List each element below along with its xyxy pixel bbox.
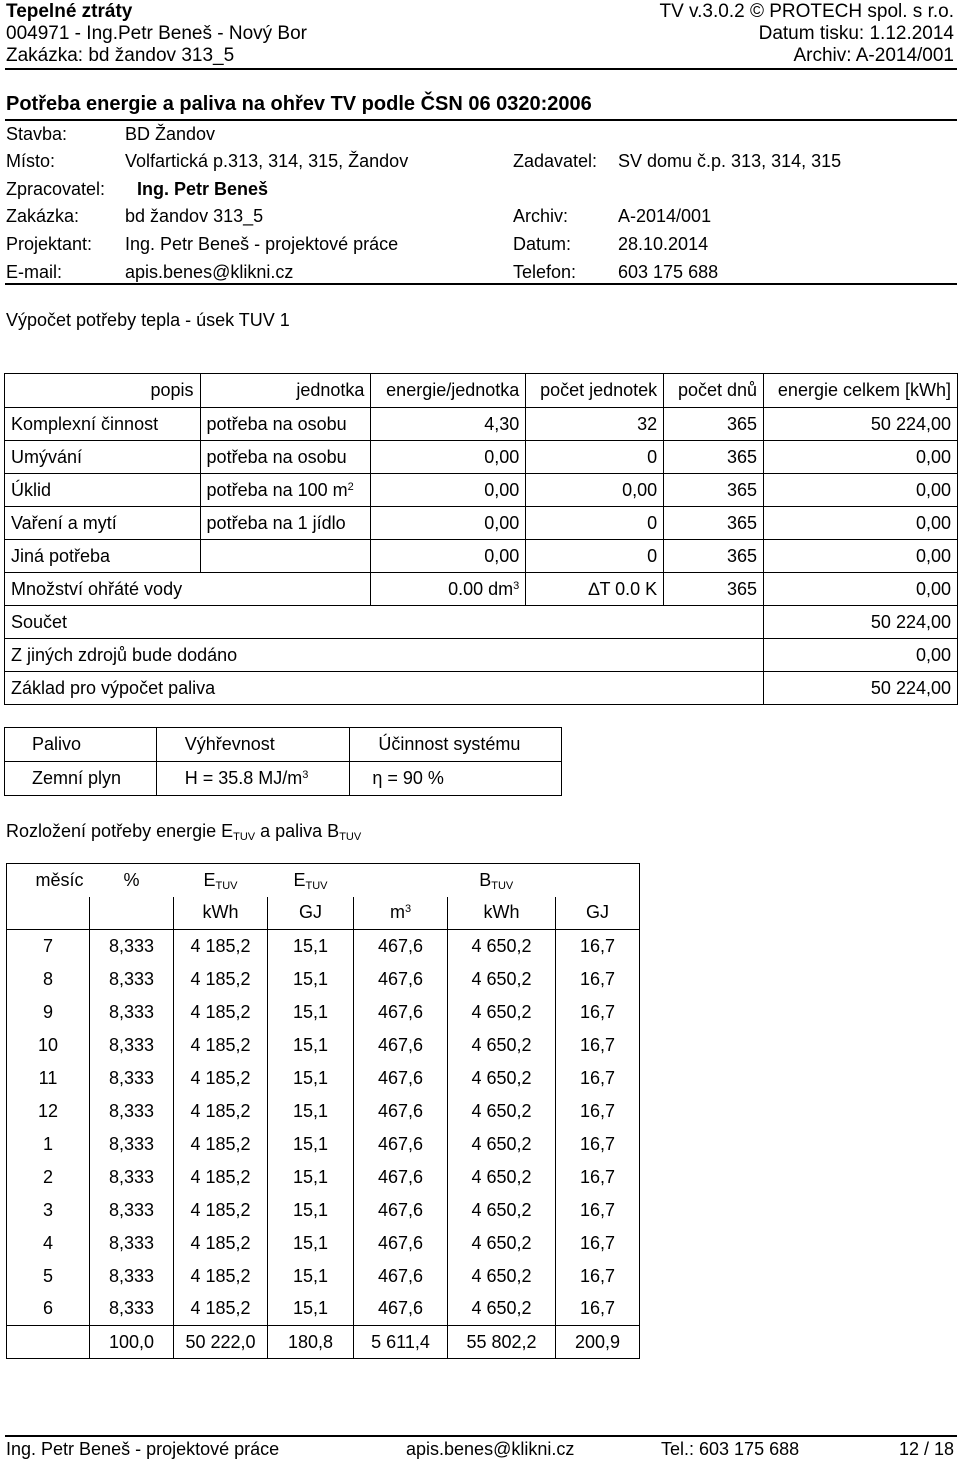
table-row (5, 474, 958, 507)
col-header: popis (5, 374, 201, 408)
e-gj-cell: 15,1 (268, 1095, 354, 1128)
table-row (5, 408, 958, 441)
row-energie-jednotka: 0,00 (371, 507, 526, 540)
fuel-header-row (5, 728, 562, 762)
jine-zdroje-label: Z jiných zdrojů bude dodáno (5, 639, 764, 672)
month-cell: 1 (7, 1128, 90, 1161)
misto-value: Volfartická p.313, 314, 315, Žandov (125, 151, 409, 171)
month-cell: 2 (7, 1161, 90, 1194)
fuel-col-header: Výhřevnost (156, 728, 350, 762)
percent-cell: 8,333 (90, 1029, 174, 1062)
month-col-header: měsíc (7, 864, 90, 897)
b-gj-cell: 16,7 (556, 1227, 640, 1260)
b-m3-cell: 467,6 (354, 1293, 448, 1326)
b-gj-cell: 16,7 (556, 996, 640, 1029)
e-gj-cell: 15,1 (268, 1128, 354, 1161)
table-row (7, 963, 640, 996)
table-row (5, 507, 958, 540)
b-m3-cell: 467,6 (354, 1062, 448, 1095)
e-kwh-cell: 4 185,2 (174, 963, 268, 996)
e-gj-cell: 15,1 (268, 1062, 354, 1095)
percent-cell: 8,333 (90, 1062, 174, 1095)
b-m3-cell: 467,6 (354, 1128, 448, 1161)
energy-table (4, 373, 958, 705)
row-popis: Úklid (5, 474, 201, 507)
fuel-name: Zemní plyn (5, 762, 157, 796)
archiv-label: Archiv: (513, 206, 569, 226)
soucet-label: Součet (5, 606, 764, 639)
row-energie-celkem: 0,00 (764, 441, 958, 474)
water-volume-text: 0.00 dm (448, 578, 514, 599)
percent-col-header: % (90, 864, 174, 897)
unit-superscript: 3 (404, 903, 412, 916)
telefon-value: 603 175 688 (618, 262, 719, 282)
empty-cell (90, 897, 174, 930)
water-pocet-dnu: 365 (664, 573, 764, 606)
stavba-value: BD Žandov (125, 124, 216, 144)
section-title-tuv: Výpočet potřeby tepla - úsek TUV 1 (6, 310, 290, 330)
doc-title: Potřeba energie a paliva na ohřev TV podle ČSN 06 0320:2006 (6, 93, 592, 115)
row-pocet-dnu: 365 (664, 441, 764, 474)
b-kwh-cell: 4 650,2 (448, 1095, 556, 1128)
e-gj-col-header (268, 864, 354, 897)
row-energie-jednotka: 0,00 (371, 540, 526, 573)
row-energie-celkem: 0,00 (764, 540, 958, 573)
percent-cell: 8,333 (90, 930, 174, 963)
e-kwh-cell: 4 185,2 (174, 1095, 268, 1128)
table-row (5, 441, 958, 474)
table-row-zaklad (5, 672, 958, 705)
b-kwh-cell: 4 650,2 (448, 1260, 556, 1293)
telefon-label: Telefon: (513, 262, 577, 282)
row-pocet-jednotek: 0 (526, 441, 664, 474)
zadavatel-label: Zadavatel: (513, 151, 598, 171)
b-m3-cell: 467,6 (354, 1227, 448, 1260)
row-popis: Vaření a mytí (5, 507, 201, 540)
row-pocet-jednotek: 32 (526, 408, 664, 441)
total-row (7, 1326, 640, 1359)
footer-page-number: 12 / 18 (898, 1439, 954, 1459)
b-m3-cell: 467,6 (354, 1194, 448, 1227)
e-kwh-cell: 4 185,2 (174, 930, 268, 963)
total-b-gj: 200,9 (556, 1326, 640, 1359)
col-header: počet dnů (664, 374, 764, 408)
row-energie-jednotka: 4,30 (371, 408, 526, 441)
section-title-distribution (6, 820, 361, 842)
month-cell: 4 (7, 1227, 90, 1260)
percent-cell: 8,333 (90, 1194, 174, 1227)
subscript: TUV (233, 831, 256, 843)
row-jednotka-text: potřeba na 100 m (206, 479, 348, 500)
table-row (7, 1260, 640, 1293)
b-gj-cell: 16,7 (556, 1095, 640, 1128)
footer-email: apis.benes@klikni.cz (406, 1439, 575, 1459)
b-header-text: B (479, 869, 492, 890)
zakazka-label: Zakázka: (6, 206, 80, 226)
e-gj-cell: 15,1 (268, 930, 354, 963)
license-label: 004971 - Ing.Petr Beneš - Nový Bor (6, 23, 307, 44)
e-kwh-cell: 4 185,2 (174, 1128, 268, 1161)
row-energie-celkem: 50 224,00 (764, 408, 958, 441)
b-gj-cell: 16,7 (556, 1128, 640, 1161)
email-value: apis.benes@klikni.cz (125, 262, 294, 282)
b-m3-cell: 467,6 (354, 1161, 448, 1194)
table-row (7, 1161, 640, 1194)
row-energie-celkem: 0,00 (764, 474, 958, 507)
percent-cell: 8,333 (90, 1095, 174, 1128)
fuel-row (5, 762, 562, 796)
b-kwh-cell: 4 650,2 (448, 963, 556, 996)
zadavatel-value: SV domu č.p. 313, 314, 315 (618, 151, 842, 171)
row-energie-jednotka: 0,00 (371, 474, 526, 507)
row-jednotka: potřeba na 1 jídlo (200, 507, 371, 540)
e-header-text: E (293, 869, 306, 890)
b-kwh-cell: 4 650,2 (448, 1029, 556, 1062)
unit-superscript: 3 (513, 579, 520, 592)
b-m3-cell: 467,6 (354, 930, 448, 963)
b-gj-cell: 16,7 (556, 1293, 640, 1326)
percent-cell: 8,333 (90, 1293, 174, 1326)
e-gj-cell: 15,1 (268, 1260, 354, 1293)
e-gj-cell: 15,1 (268, 996, 354, 1029)
row-pocet-dnu: 365 (664, 540, 764, 573)
b-gj-cell: 16,7 (556, 1260, 640, 1293)
percent-cell: 8,333 (90, 996, 174, 1029)
row-pocet-jednotek: 0 (526, 540, 664, 573)
unit-m-text: m (389, 902, 405, 923)
col-header: počet jednotek (526, 374, 664, 408)
row-jednotka (200, 474, 371, 507)
table-row (7, 1194, 640, 1227)
month-cell: 7 (7, 930, 90, 963)
month-cell: 8 (7, 963, 90, 996)
table-row (5, 540, 958, 573)
subscript: TUV (215, 879, 238, 892)
table-header-row (5, 374, 958, 408)
subscript: TUV (339, 831, 362, 843)
b-m3-cell: 467,6 (354, 1095, 448, 1128)
col-header: energie/jednotka (371, 374, 526, 408)
unit-superscript: 3 (302, 769, 309, 781)
empty-cell (7, 1326, 90, 1359)
e-gj-cell: 15,1 (268, 1029, 354, 1062)
unit-gj: GJ (556, 897, 640, 930)
archive-label: Archiv: A-2014/001 (793, 45, 954, 66)
print-date: Datum tisku: 1.12.2014 (758, 23, 954, 44)
monthly-header-row (7, 864, 640, 897)
month-cell: 9 (7, 996, 90, 1029)
fuel-col-header: Účinnost systému (350, 728, 562, 762)
percent-cell: 8,333 (90, 963, 174, 996)
table-row-jine-zdroje (5, 639, 958, 672)
projektant-value: Ing. Petr Beneš - projektové práce (125, 234, 399, 254)
b-kwh-cell: 4 650,2 (448, 1128, 556, 1161)
projektant-label: Projektant: (6, 234, 93, 254)
b-m3-cell: 467,6 (354, 1260, 448, 1293)
b-col-header (354, 864, 640, 897)
row-pocet-dnu: 365 (664, 408, 764, 441)
b-gj-cell: 16,7 (556, 963, 640, 996)
subscript: TUV (305, 879, 328, 892)
row-jednotka (200, 540, 371, 573)
fuel-efficiency: η = 90 % (350, 762, 562, 796)
row-jednotka: potřeba na osobu (200, 408, 371, 441)
table-row (7, 1029, 640, 1062)
b-kwh-cell: 4 650,2 (448, 1227, 556, 1260)
subscript: TUV (491, 879, 514, 892)
footer-phone: Tel.: 603 175 688 (661, 1439, 800, 1459)
b-gj-cell: 16,7 (556, 930, 640, 963)
row-energie-celkem: 0,00 (764, 507, 958, 540)
total-e-kwh: 50 222,0 (174, 1326, 268, 1359)
row-popis: Jiná potřeba (5, 540, 201, 573)
e-gj-cell: 15,1 (268, 963, 354, 996)
row-popis: Komplexní činnost (5, 408, 201, 441)
table-row-soucet (5, 606, 958, 639)
table-row (7, 1293, 640, 1326)
month-cell: 11 (7, 1062, 90, 1095)
datum-label: Datum: (513, 234, 572, 254)
total-percent: 100,0 (90, 1326, 174, 1359)
row-pocet-jednotek: 0 (526, 507, 664, 540)
zpracovatel-label: Zpracovatel: (6, 179, 106, 199)
month-cell: 6 (7, 1293, 90, 1326)
percent-cell: 8,333 (90, 1128, 174, 1161)
water-delta-t: ∆T 0.0 K (526, 573, 664, 606)
section2-mid-text: a paliva B (255, 821, 340, 841)
b-gj-cell: 16,7 (556, 1029, 640, 1062)
unit-gj: GJ (268, 897, 354, 930)
e-header-text: E (203, 869, 216, 890)
e-kwh-col-header (174, 864, 268, 897)
unit-superscript: 2 (347, 480, 354, 493)
empty-cell (7, 897, 90, 930)
month-cell: 3 (7, 1194, 90, 1227)
email-label: E-mail: (6, 262, 63, 282)
percent-cell: 8,333 (90, 1227, 174, 1260)
e-kwh-cell: 4 185,2 (174, 996, 268, 1029)
e-gj-cell: 15,1 (268, 1227, 354, 1260)
unit-m3 (354, 897, 448, 930)
water-popis: Množství ohřáté vody (5, 573, 371, 606)
water-energie: 0,00 (764, 573, 958, 606)
footer-author: Ing. Petr Beneš - projektové práce (6, 1439, 280, 1459)
col-header: jednotka (200, 374, 371, 408)
section2-title-text: Rozložení potřeby energie E (6, 821, 234, 841)
total-b-kwh: 55 802,2 (448, 1326, 556, 1359)
b-gj-cell: 16,7 (556, 1062, 640, 1095)
zaklad-value: 50 224,00 (764, 672, 958, 705)
b-m3-cell: 467,6 (354, 1029, 448, 1062)
table-row (7, 1095, 640, 1128)
stavba-label: Stavba: (6, 124, 68, 144)
month-cell: 5 (7, 1260, 90, 1293)
header-divider (5, 68, 957, 70)
zakazka-value: bd žandov 313_5 (125, 206, 264, 226)
table-row-water (5, 573, 958, 606)
b-m3-cell: 467,6 (354, 963, 448, 996)
app-title: Tepelné ztráty (6, 1, 133, 22)
zaklad-label: Základ pro výpočet paliva (5, 672, 764, 705)
b-gj-cell: 16,7 (556, 1161, 640, 1194)
total-e-gj: 180,8 (268, 1326, 354, 1359)
fuel-heating-value (156, 762, 350, 796)
zpracovatel-value: Ing. Petr Beneš (137, 179, 269, 199)
order-label: Zakázka: bd žandov 313_5 (6, 45, 235, 66)
unit-kwh: kWh (174, 897, 268, 930)
e-gj-cell: 15,1 (268, 1161, 354, 1194)
water-volume (371, 573, 526, 606)
info-divider (5, 283, 957, 285)
version-label: TV v.3.0.2 © PROTECH spol. s r.o. (659, 1, 954, 22)
b-kwh-cell: 4 650,2 (448, 996, 556, 1029)
e-gj-cell: 15,1 (268, 1194, 354, 1227)
table-row (7, 1062, 640, 1095)
archiv-value: A-2014/001 (618, 206, 712, 226)
title-divider (5, 119, 957, 121)
e-kwh-cell: 4 185,2 (174, 1293, 268, 1326)
month-cell: 10 (7, 1029, 90, 1062)
monthly-table (6, 863, 640, 1359)
percent-cell: 8,333 (90, 1260, 174, 1293)
percent-cell: 8,333 (90, 1161, 174, 1194)
b-m3-cell: 467,6 (354, 996, 448, 1029)
b-kwh-cell: 4 650,2 (448, 930, 556, 963)
b-kwh-cell: 4 650,2 (448, 1293, 556, 1326)
footer-divider (5, 1435, 957, 1437)
b-gj-cell: 16,7 (556, 1194, 640, 1227)
row-energie-jednotka: 0,00 (371, 441, 526, 474)
table-row (7, 1227, 640, 1260)
monthly-units-row (7, 897, 640, 930)
row-pocet-dnu: 365 (664, 507, 764, 540)
b-kwh-cell: 4 650,2 (448, 1194, 556, 1227)
e-kwh-cell: 4 185,2 (174, 1161, 268, 1194)
e-kwh-cell: 4 185,2 (174, 1194, 268, 1227)
fuel-col-header: Palivo (5, 728, 157, 762)
row-pocet-dnu: 365 (664, 474, 764, 507)
row-pocet-jednotek: 0,00 (526, 474, 664, 507)
row-jednotka: potřeba na osobu (200, 441, 371, 474)
fuel-heating-value-text: H = 35.8 MJ/m (184, 768, 303, 788)
table-row (7, 930, 640, 963)
e-kwh-cell: 4 185,2 (174, 1062, 268, 1095)
total-b-m3: 5 611,4 (354, 1326, 448, 1359)
jine-zdroje-value: 0,00 (764, 639, 958, 672)
monthly-body (7, 930, 640, 1359)
e-kwh-cell: 4 185,2 (174, 1029, 268, 1062)
b-kwh-cell: 4 650,2 (448, 1062, 556, 1095)
b-kwh-cell: 4 650,2 (448, 1161, 556, 1194)
soucet-value: 50 224,00 (764, 606, 958, 639)
unit-kwh: kWh (448, 897, 556, 930)
fuel-table (4, 727, 562, 796)
misto-label: Místo: (6, 151, 56, 171)
e-kwh-cell: 4 185,2 (174, 1260, 268, 1293)
row-popis: Umývání (5, 441, 201, 474)
month-cell: 12 (7, 1095, 90, 1128)
table-row (7, 1128, 640, 1161)
col-header: energie celkem [kWh] (764, 374, 958, 408)
e-gj-cell: 15,1 (268, 1293, 354, 1326)
table-row (7, 996, 640, 1029)
e-kwh-cell: 4 185,2 (174, 1227, 268, 1260)
datum-value: 28.10.2014 (618, 234, 709, 254)
